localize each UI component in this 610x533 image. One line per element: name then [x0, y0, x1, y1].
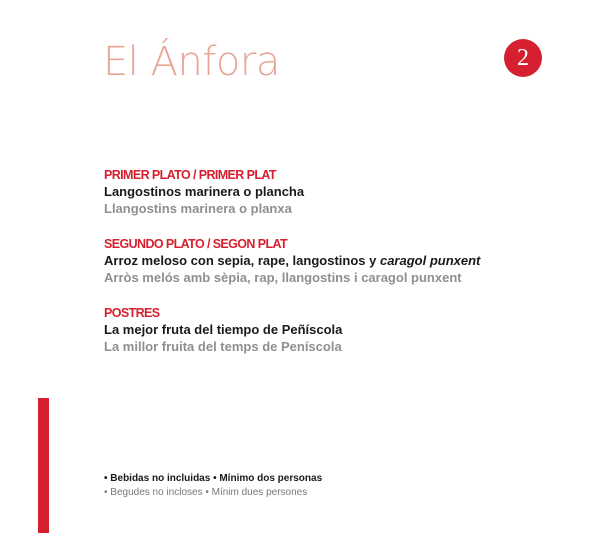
course-heading: SEGUNDO PLATO / SEGON PLAT	[104, 237, 288, 251]
decorative-red-bar	[38, 398, 49, 533]
dish-spanish: Langostinos marinera o plancha	[104, 184, 305, 199]
dish-spanish	[104, 252, 584, 269]
dish-catalan: Arròs melós amb sèpia, rap, llangostins i caragol punxent	[104, 270, 462, 285]
dish-catalan: Llangostins marinera o planxa	[104, 201, 292, 216]
page-number-badge: 2	[504, 39, 542, 77]
course-first	[104, 168, 584, 217]
course-second	[104, 237, 584, 286]
page-title: El Ánfora	[103, 39, 280, 85]
note-spanish: • Bebidas no incluidas • Mínimo dos personas	[104, 473, 323, 484]
dish-spanish-main: Arroz meloso con sepia, rape, langostinos y	[104, 253, 380, 268]
course-heading: POSTRES	[104, 306, 160, 320]
dish-spanish-italic: caragol punxent	[379, 253, 481, 268]
menu	[104, 168, 584, 375]
course-heading: PRIMER PLATO / PRIMER PLAT	[104, 168, 276, 182]
footer-notes	[104, 472, 322, 500]
course-dessert	[104, 306, 584, 355]
dish-catalan: La millor fruita del temps de Peníscola	[104, 339, 342, 354]
note-catalan: • Begudes no incloses • Mínim dues persones	[104, 487, 308, 498]
dish-spanish: La mejor fruta del tiempo de Peñíscola	[104, 322, 343, 337]
